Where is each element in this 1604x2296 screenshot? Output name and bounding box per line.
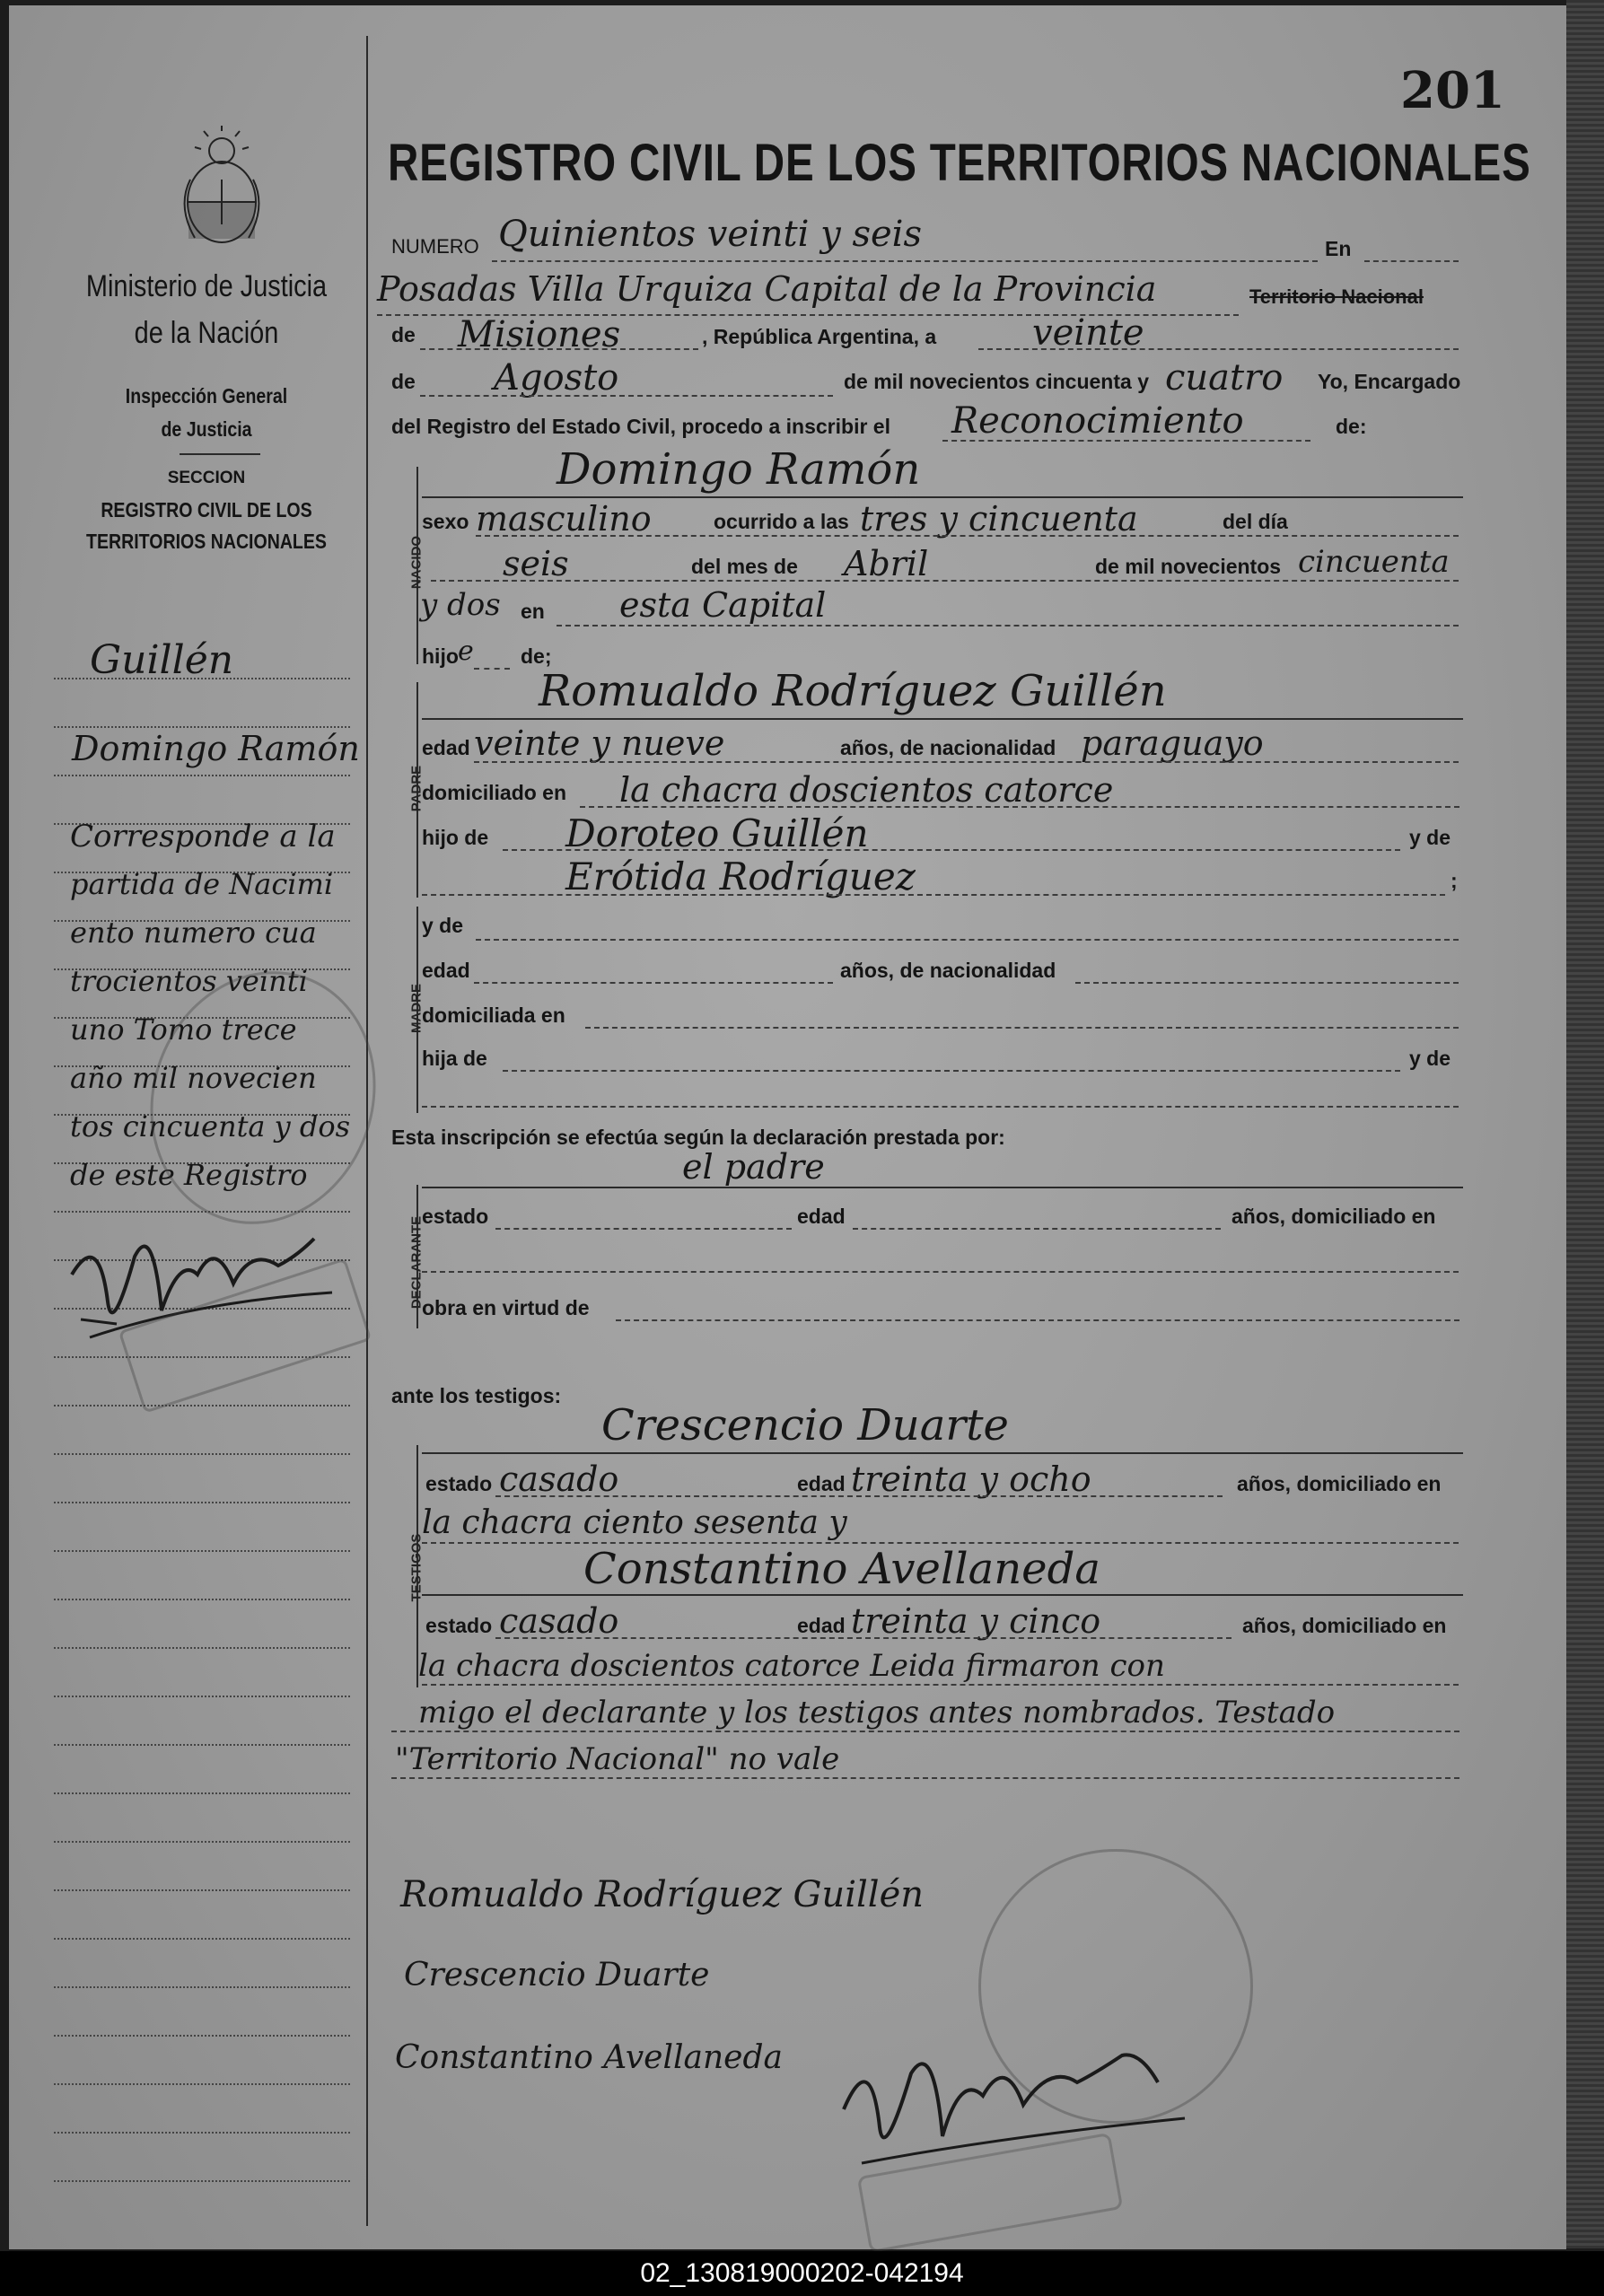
ministry-name-2: de la Nación bbox=[134, 316, 279, 350]
place-value: Posadas Villa Urquiza Capital de la Provincia bbox=[377, 269, 1157, 309]
margin-rule bbox=[54, 1502, 350, 1503]
nacido-name-value: Domingo Ramón bbox=[557, 444, 921, 495]
madre-name-field-line bbox=[476, 939, 1459, 941]
image-id-footer: 02_130819000202-042194 bbox=[0, 2251, 1604, 2296]
father-name-value: Romualdo Rodríguez Guillén bbox=[539, 666, 1167, 716]
yo-label: Yo, Encargado bbox=[1318, 370, 1461, 393]
republica-label: , República Argentina, a bbox=[702, 325, 937, 348]
birth-place-value: esta Capital bbox=[619, 585, 827, 625]
province-field-line bbox=[420, 348, 698, 350]
sexo-label: sexo bbox=[422, 510, 469, 533]
margin-rule bbox=[54, 1792, 350, 1794]
witness1-anos-label: años, domiciliado en bbox=[1237, 1472, 1442, 1495]
en-label: En bbox=[1325, 237, 1352, 260]
margin-rule bbox=[54, 1599, 350, 1600]
province-value: Misiones bbox=[458, 314, 621, 355]
numero-field-line bbox=[492, 260, 1318, 262]
nacido-name-line bbox=[422, 496, 1463, 498]
margin-rule bbox=[54, 1647, 350, 1649]
father-name-line bbox=[422, 718, 1463, 720]
declarante-section-label: DECLARANTE bbox=[408, 1215, 425, 1310]
father-domicilio-label: domiciliado en bbox=[422, 781, 567, 804]
witness2-estado-value: casado bbox=[499, 1601, 619, 1641]
obra-field-line bbox=[616, 1319, 1459, 1321]
numero-label: NUMERO bbox=[391, 235, 479, 258]
grandfather-field-line bbox=[503, 849, 1400, 851]
margin-rule bbox=[54, 1938, 350, 1940]
signature-witness1: Crescencio Duarte bbox=[404, 1957, 710, 1994]
declarante-domicilio-field-line bbox=[422, 1271, 1459, 1273]
inspection-label: Inspección General bbox=[125, 384, 288, 407]
register-title: REGISTRO CIVIL DE LOS TERRITORIOS NACIONALES bbox=[388, 134, 1531, 192]
testigos-section-label: TESTIGOS bbox=[408, 1533, 425, 1602]
birth-place-field-line bbox=[557, 625, 1459, 627]
padre-section-label: PADRE bbox=[408, 765, 425, 812]
witness1-estado-value: casado bbox=[499, 1459, 619, 1499]
margin-note-line: de este Registro bbox=[70, 1158, 308, 1192]
margin-given-names: Domingo Ramón bbox=[72, 729, 360, 768]
witness2-edad-label: edad bbox=[797, 1614, 846, 1637]
madre-last-field-line bbox=[422, 1106, 1459, 1108]
year-label: de mil novecientos cincuenta y bbox=[844, 370, 1149, 393]
closing-line: migo el declarante y los testigos antes nombrados. Testado bbox=[418, 1695, 1336, 1731]
margin-rule bbox=[54, 775, 350, 776]
act-value: Reconocimiento bbox=[951, 400, 1244, 442]
witness2-estado-label: estado bbox=[425, 1614, 493, 1637]
month-field-line bbox=[420, 395, 833, 397]
margin-rule bbox=[54, 1550, 350, 1552]
birth-day-field-line bbox=[431, 580, 1459, 582]
registro-label: del Registro del Estado Civil, procedo a inscribir el bbox=[391, 415, 890, 438]
father-domicilio-value: la chacra doscientos catorce bbox=[619, 770, 1114, 810]
hijo-field-line bbox=[474, 668, 510, 670]
margin-note-line: uno Tomo trece bbox=[70, 1012, 297, 1047]
margin-rule bbox=[54, 1889, 350, 1891]
margin-rule bbox=[54, 1744, 350, 1746]
madre-domicilio-label: domiciliada en bbox=[422, 1003, 565, 1027]
madre-domicilio-field-line bbox=[585, 1027, 1459, 1029]
declarante-estado-field-line bbox=[495, 1228, 792, 1230]
father-y-de-label: y de bbox=[1409, 826, 1451, 849]
section-label-2: REGISTRO CIVIL DE LOS bbox=[101, 498, 312, 521]
margin-note-line: Corresponde a la bbox=[70, 819, 336, 854]
madre-hija-de-label: hija de bbox=[422, 1047, 487, 1070]
grandmother-field-line bbox=[422, 894, 1445, 896]
margin-rule bbox=[54, 726, 350, 728]
madre-anos-label: años, de nacionalidad bbox=[840, 959, 1056, 982]
madre-edad-label: edad bbox=[422, 959, 470, 982]
margin-note-line: año mil novecien bbox=[70, 1061, 317, 1095]
closing-line-1-field bbox=[422, 1684, 1459, 1686]
act-field-line bbox=[942, 440, 1310, 442]
father-nacionalidad-value: paraguayo bbox=[1081, 723, 1264, 763]
father-edad-label: edad bbox=[422, 736, 470, 759]
margin-rule bbox=[54, 1696, 350, 1697]
hijo-label: hijo bbox=[422, 644, 459, 668]
witness1-domicilio-value: la chacra ciento sesenta y bbox=[422, 1504, 847, 1541]
obra-label: obra en virtud de bbox=[422, 1296, 590, 1319]
witness2-edad-value: treinta y cinco bbox=[851, 1601, 1101, 1641]
de2-label: de bbox=[391, 370, 416, 393]
margin-note-line: trocientos veinti bbox=[70, 964, 308, 998]
mil-label: de mil novecientos bbox=[1095, 555, 1282, 578]
ocurrido-label: ocurrido a las bbox=[714, 510, 849, 533]
witness1-edad-value: treinta y ocho bbox=[851, 1459, 1091, 1499]
hour-value: tres y cincuenta bbox=[860, 499, 1138, 539]
closing-line: la chacra doscientos catorce Leida firmaron con bbox=[418, 1648, 1165, 1684]
madre-y-de-label: y de bbox=[422, 914, 464, 937]
section-label-3: TERRITORIOS NACIONALES bbox=[86, 530, 327, 553]
signature-witness2: Constantino Avellaneda bbox=[395, 2039, 783, 2076]
margin-rule bbox=[54, 2180, 350, 2182]
birth-month-value: Abril bbox=[844, 544, 929, 583]
en-field-line bbox=[1364, 260, 1459, 262]
father-edad-field-line bbox=[474, 761, 1459, 763]
declarante-edad-field-line bbox=[853, 1228, 1221, 1230]
margin-note-line: ento numero cua bbox=[70, 916, 317, 950]
father-anos-label: años, de nacionalidad bbox=[840, 736, 1056, 759]
section-label: SECCION bbox=[167, 469, 246, 487]
page-number: 201 bbox=[1400, 61, 1505, 120]
declarante-intro: Esta inscripción se efectúa según la declaración prestada por: bbox=[391, 1126, 1005, 1149]
father-edad-value: veinte y nueve bbox=[474, 723, 725, 763]
margin-rule bbox=[54, 1453, 350, 1455]
witness2-name-value: Constantino Avellaneda bbox=[583, 1544, 1100, 1594]
witness2-name-line bbox=[422, 1594, 1463, 1596]
padre-end-mark: ; bbox=[1451, 869, 1458, 892]
father-hijo-de-label: hijo de bbox=[422, 826, 489, 849]
hijo-de-label: de; bbox=[521, 644, 552, 668]
margin-rule bbox=[54, 2083, 350, 2085]
margin-note-line: partida de Nacimi bbox=[70, 867, 334, 901]
closing-line-2-field bbox=[391, 1731, 1459, 1732]
margin-rule bbox=[54, 1405, 350, 1407]
father-domicilio-field-line bbox=[580, 806, 1459, 808]
witness2-estado-field-line bbox=[495, 1637, 1231, 1639]
territorio-label: Territorio Nacional bbox=[1249, 285, 1424, 308]
hijo-suffix: e bbox=[458, 635, 474, 667]
testigos-intro: ante los testigos: bbox=[391, 1384, 562, 1407]
declarante-anos-label: años, domiciliado en bbox=[1231, 1205, 1436, 1228]
margin-rule bbox=[54, 2035, 350, 2037]
de3-label: de: bbox=[1336, 415, 1367, 438]
de-label: de bbox=[391, 323, 416, 346]
sexo-value: masculino bbox=[476, 499, 652, 539]
ministry-name: Ministerio de Justicia bbox=[85, 269, 328, 303]
madre-nacionalidad-field-line bbox=[1075, 982, 1459, 984]
header-rule bbox=[180, 453, 260, 455]
witness1-name-value: Crescencio Duarte bbox=[601, 1400, 1009, 1450]
day-value: veinte bbox=[1032, 312, 1144, 354]
sexo-field-line bbox=[476, 535, 1459, 537]
margin-rule bbox=[54, 2132, 350, 2134]
coat-of-arms-icon bbox=[172, 126, 271, 251]
margin-rule bbox=[54, 1841, 350, 1843]
mes-label: del mes de bbox=[691, 555, 798, 578]
witness1-edad-label: edad bbox=[797, 1472, 846, 1495]
madre-hija-field-line bbox=[503, 1070, 1400, 1072]
numero-value: Quinientos veinti y seis bbox=[498, 214, 922, 255]
month-value: Agosto bbox=[494, 357, 619, 399]
margin-note-line: tos cincuenta y dos bbox=[70, 1109, 351, 1144]
day-field-line bbox=[978, 348, 1459, 350]
closing-line: "Territorio Nacional" no vale bbox=[395, 1741, 840, 1777]
witness2-anos-label: años, domiciliado en bbox=[1242, 1614, 1447, 1637]
grandfather-value: Doroteo Guillén bbox=[565, 811, 869, 855]
madre-edad-field-line bbox=[474, 982, 833, 984]
madre-section-label: MADRE bbox=[408, 984, 425, 1033]
closing-line-3-field bbox=[391, 1777, 1459, 1779]
birth-day-value: seis bbox=[503, 544, 569, 583]
witness1-name-line bbox=[422, 1452, 1463, 1454]
year-value: cuatro bbox=[1165, 357, 1284, 399]
declarante-estado-label: estado bbox=[422, 1205, 489, 1228]
declarante-edad-label: edad bbox=[797, 1205, 846, 1228]
inspection-label-2: de Justicia bbox=[161, 417, 252, 441]
grandmother-value: Erótida Rodríguez bbox=[565, 854, 916, 898]
nacido-en-label: en bbox=[521, 600, 545, 623]
witness1-estado-field-line bbox=[495, 1495, 1223, 1497]
margin-surname: Guillén bbox=[90, 637, 234, 683]
signature-father: Romualdo Rodríguez Guillén bbox=[400, 1874, 925, 1915]
margin-rule bbox=[54, 1986, 350, 1988]
madre-y-de2-label: y de bbox=[1409, 1047, 1451, 1070]
book-binding bbox=[1566, 0, 1604, 2248]
declarante-name-line bbox=[422, 1187, 1463, 1188]
witness1-estado-label: estado bbox=[425, 1472, 493, 1495]
del-dia-label: del día bbox=[1223, 510, 1288, 533]
nacido-section-label: NACIDO bbox=[408, 535, 425, 590]
birth-year-value: cincuenta bbox=[1298, 544, 1450, 580]
birth-year-value-2: y dos bbox=[420, 587, 501, 623]
declarante-name-value: el padre bbox=[682, 1147, 825, 1187]
